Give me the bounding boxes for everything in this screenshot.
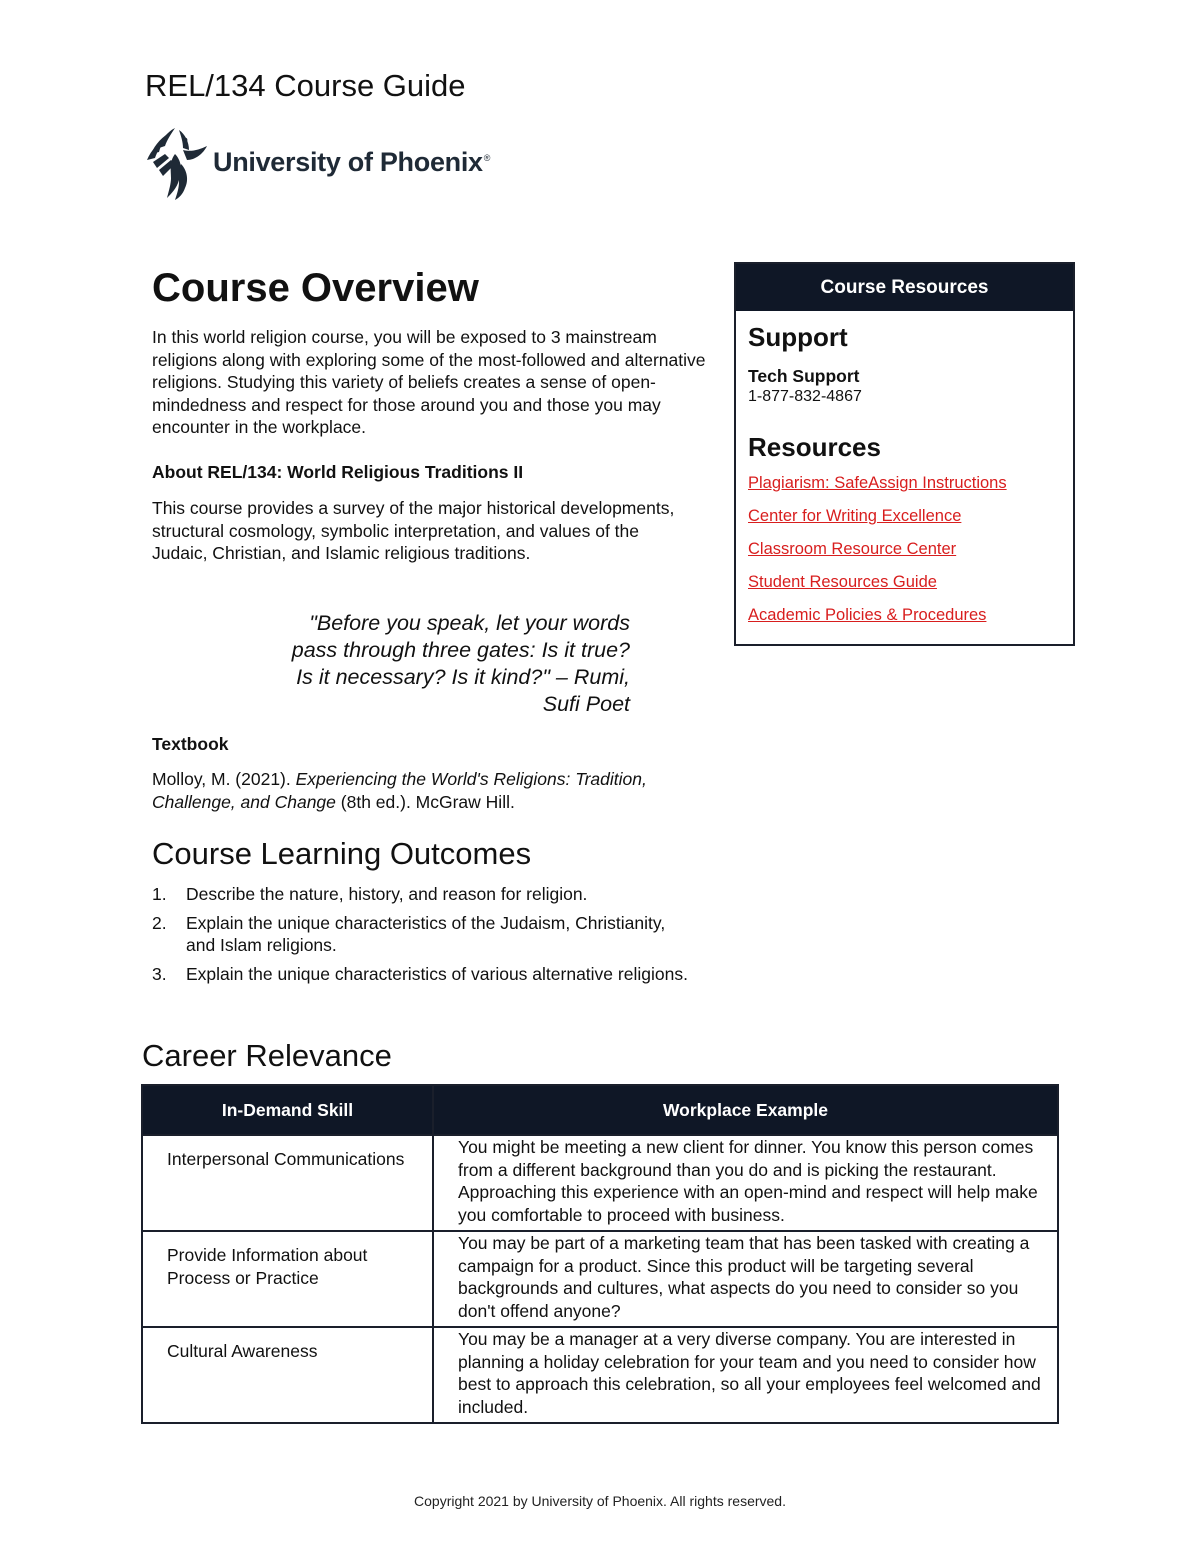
- quote-line: "Before you speak, let your words: [309, 611, 630, 635]
- tech-support-label: Tech Support: [748, 366, 860, 386]
- example-cell: You might be meeting a new client for dinner. You know this person comes from a different background than you do and is picking the restaurant. Approaching this experience with an open-mind and respect will help make you comfortable to proceed with business.: [433, 1135, 1058, 1231]
- example-cell: You may be a manager at a very diverse company. You are interested in planning a holiday celebration for your team and you need to consider how best to approach this celebration, so all your employees feel welcomed and included.: [433, 1327, 1058, 1423]
- writing-excellence-link[interactable]: Center for Writing Excellence: [748, 507, 962, 525]
- tech-support-phone: 1-877-832-4867: [748, 388, 862, 405]
- skill-cell: Cultural Awareness: [142, 1327, 433, 1423]
- course-overview-text: In this world religion course, you will be exposed to 3 mainstream religions along with exploring some of the most-followed and alternative religions. Studying this variety of beliefs creates a sense of open-mindedness and respect for those around you and those you may encounter in the workplace.: [152, 327, 706, 437]
- course-overview-heading: Course Overview: [152, 266, 479, 310]
- about-course-heading: About REL/134: World Religious Traditions II: [152, 462, 524, 482]
- about-course-text: This course provides a survey of the major historical developments, structural cosmology, symbolic interpretation, and values of the Judaic, Christian, and Islamic religious traditions.: [152, 498, 675, 563]
- resources-heading: Resources: [748, 432, 881, 462]
- list-item: 3. Explain the unique characteristics of various alternative religions.: [152, 963, 688, 984]
- skill-cell: Interpersonal Communications: [142, 1135, 433, 1231]
- logo-wordmark: University of Phoenix®: [213, 146, 491, 177]
- quote-line: Is it necessary? Is it kind?" – Rumi,: [296, 665, 630, 689]
- career-relevance-heading: Career Relevance: [142, 1038, 392, 1073]
- table-row: [142, 1327, 1058, 1423]
- course-resources-panel: [734, 262, 1075, 646]
- quote-line: pass through three gates: Is it true?: [291, 638, 630, 662]
- plagiarism-safeassign-link[interactable]: Plagiarism: SafeAssign Instructions: [748, 474, 1007, 492]
- university-logo: [145, 124, 490, 200]
- support-heading: Support: [748, 322, 848, 352]
- career-relevance-table: [141, 1084, 1059, 1424]
- resource-links: [748, 474, 1007, 639]
- learning-outcomes-list: [152, 883, 692, 991]
- learning-outcomes-heading: Course Learning Outcomes: [152, 836, 532, 871]
- example-cell: You may be part of a marketing team that has been tasked with creating a campaign for a product. Since this product will be targeting several backgrounds and cultures, what aspects do you need to consider so you don't offend anyone?: [433, 1231, 1058, 1327]
- phoenix-bird-icon: [145, 124, 211, 200]
- column-header-skill: In-Demand Skill: [142, 1085, 433, 1135]
- textbook-heading: Textbook: [152, 734, 229, 754]
- list-item: 2. Explain the unique characteristics of the Judaism, Christianity, and Islam religions.: [152, 912, 666, 955]
- skill-cell: Provide Information about Process or Practice: [142, 1231, 433, 1327]
- table-row: [142, 1231, 1058, 1327]
- table-header-row: [142, 1085, 1058, 1135]
- classroom-resource-center-link[interactable]: Classroom Resource Center: [748, 540, 957, 558]
- table-row: [142, 1135, 1058, 1231]
- student-resources-guide-link[interactable]: Student Resources Guide: [748, 573, 937, 591]
- column-header-example: Workplace Example: [433, 1085, 1058, 1135]
- textbook-title: Experiencing the World's Religions: Tradition, Challenge, and Change: [152, 769, 647, 812]
- copyright-footer: Copyright 2021 by University of Phoenix. All rights reserved.: [414, 1493, 786, 1509]
- quote-line: Sufi Poet: [542, 692, 630, 716]
- textbook-citation: Molloy, M. (2021). Experiencing the World's Religions: Tradition, Challenge, and Change (8th ed.). McGraw Hill.: [152, 769, 647, 812]
- rumi-quote: [240, 610, 630, 718]
- academic-policies-link[interactable]: Academic Policies & Procedures: [748, 606, 987, 624]
- document-title: REL/134 Course Guide: [145, 68, 466, 103]
- course-resources-header: Course Resources: [736, 264, 1073, 311]
- list-item: 1. Describe the nature, history, and reason for religion.: [152, 884, 588, 904]
